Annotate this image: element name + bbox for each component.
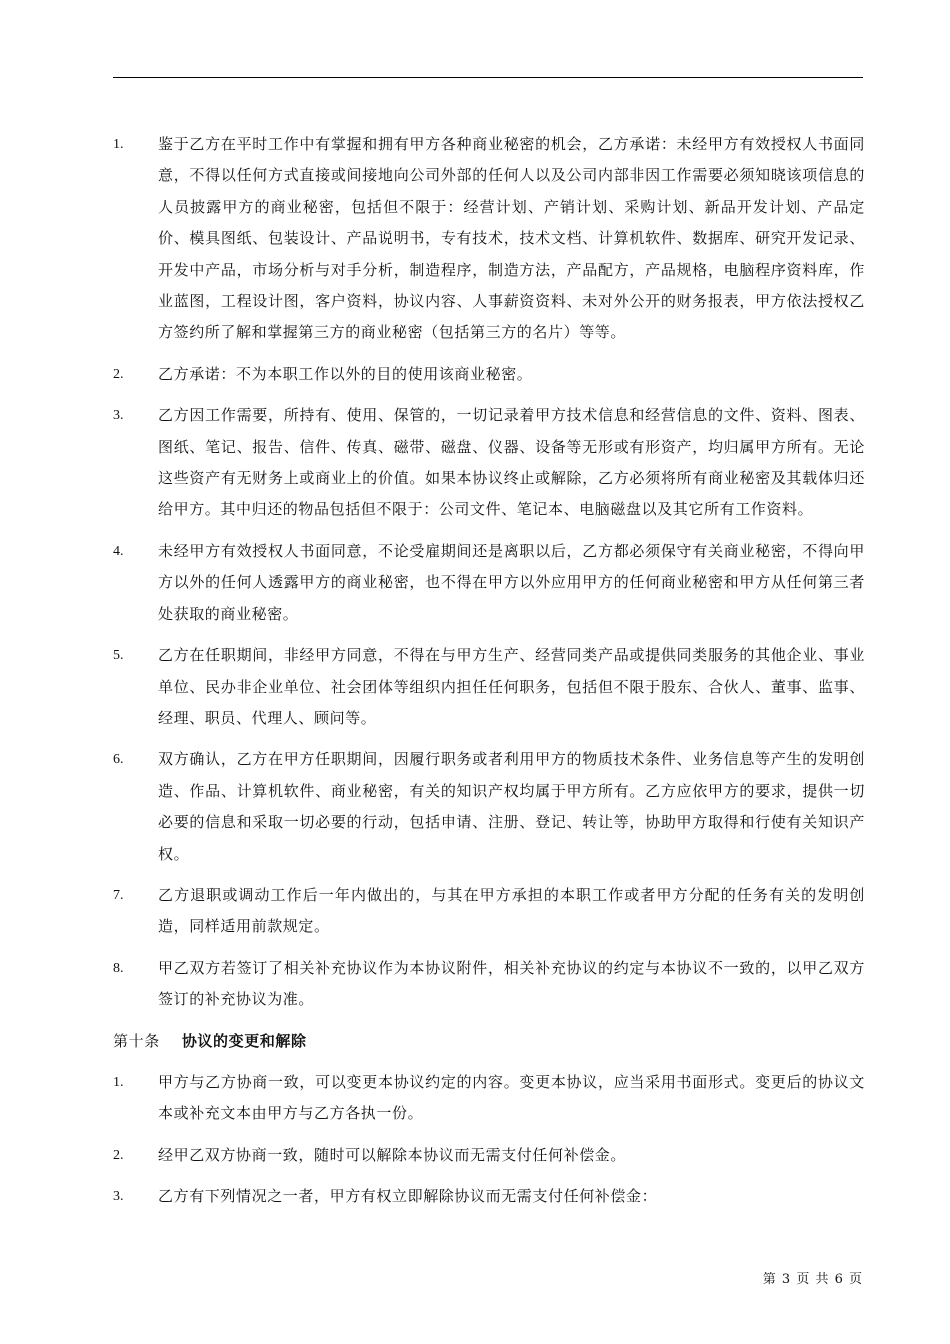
clause-number: 2. — [113, 366, 124, 382]
clause-text: 乙方有下列情况之一者，甲方有权立即解除协议而无需支付任何补偿金： — [158, 1187, 658, 1206]
clause-number: 4. — [113, 543, 124, 559]
clause-item — [113, 536, 865, 630]
clause-number: 2. — [113, 1147, 124, 1163]
clause-text: 双方确认，乙方在甲方任职期间，因履行职务或者利用甲方的物质技术条件、业务信息等产生的发明创造、作品、计算机软件、商业秘密，有关的知识产权均属于甲方所有。乙方应依甲方的要求，提供一切必要的信息和采取一切必要的行动，包括申请、注册、登记、转让等，协助甲方取得和行使有关知识产权。 — [158, 750, 865, 863]
section-title: 协议的变更和解除 — [181, 1031, 307, 1050]
clause-item — [113, 744, 865, 870]
clause-list — [113, 129, 865, 1016]
clause-text: 乙方在任职期间，非经甲方同意，不得在与甲方生产、经营同类产品或提供同类服务的其他企业、事业单位、民办非企业单位、社会团体等组织内担任任何职务，包括但不限于股东、合伙人、董事、监事、经理、职员、代理人、顾问等。 — [158, 646, 865, 727]
clause-text: 鉴于乙方在平时工作中有掌握和拥有甲方各种商业秘密的机会，乙方承诺：未经甲方有效授权人书面同意，不得以任何方式直接或间接地向公司外部的任何人以及公司内部非因工作需要必须知晓该项信息的人员披露甲方的商业秘密，包括但不限于：经营计划、产销计划、采购计划、新品开发计划、产品定价、模具图纸、包装设计、产品说明书，专有技术，技术文档、计算机软件、数据库、研究开发记录、开发中产品，市场分析与对手分析，制造程序，制造方法，产品配方，产品规格，电脑程序资料库，作业蓝图，工程设计图，客户资料，协议内容、人事薪资资料、未对外公开的财务报表，甲方依法授权乙方签约所了解和掌握第三方的商业秘密（包括第三方的名片）等等。 — [158, 135, 865, 342]
clause-item — [113, 129, 865, 349]
clause-number: 3. — [113, 1189, 124, 1205]
clause-item — [113, 880, 865, 943]
clause-text: 甲方与乙方协商一致，可以变更本协议约定的内容。变更本协议，应当采用书面形式。变更后的协议文本或补充文本由甲方与乙方各执一份。 — [158, 1072, 865, 1123]
clause-item — [113, 359, 865, 390]
clause-number: 3. — [113, 408, 124, 424]
clause-item — [113, 953, 865, 1016]
clause-text: 乙方承诺：不为本职工作以外的目的使用该商业秘密。 — [158, 364, 533, 383]
clause-list-section-10 — [113, 1067, 865, 1213]
clause-number: 8. — [113, 960, 124, 976]
clause-item — [113, 640, 865, 734]
section-heading — [113, 1026, 865, 1057]
document-body — [113, 129, 865, 1223]
clause-number: 7. — [113, 887, 124, 903]
page-number: 第 3 页 共 6 页 — [762, 1272, 863, 1287]
clause-text: 甲乙双方若签订了相关补充协议作为本协议附件，相关补充协议的约定与本协议不一致的，以甲乙双方签订的补充协议为准。 — [158, 958, 865, 1009]
clause-number: 1. — [113, 137, 124, 152]
clause-text: 未经甲方有效授权人书面同意，不论受雇期间还是离职以后，乙方都必须保守有关商业秘密，不得向甲方以外的任何人透露甲方的商业秘密，也不得在甲方以外应用甲方的任何商业秘密和甲方从任何第三者处获取的商业秘密。 — [158, 541, 865, 623]
clause-item — [113, 1140, 865, 1171]
clause-item — [113, 1181, 865, 1212]
clause-item — [113, 1067, 865, 1130]
section-label: 第十条 — [113, 1031, 160, 1050]
clause-number: 1. — [113, 1074, 124, 1090]
clause-item — [113, 400, 865, 526]
clause-text: 经甲乙双方协商一致，随时可以解除本协议而无需支付任何补偿金。 — [158, 1145, 627, 1164]
clause-number: 6. — [113, 752, 124, 768]
clause-text: 乙方退职或调动工作后一年内做出的，与其在甲方承担的本职工作或者甲方分配的任务有关的发明创造，同样适用前款规定。 — [158, 885, 865, 936]
header-rule — [113, 77, 863, 78]
clause-number: 5. — [113, 648, 124, 664]
clause-text: 乙方因工作需要，所持有、使用、保管的，一切记录着甲方技术信息和经营信息的文件、资料、图表、图纸、笔记、报告、信件、传真、磁带、磁盘、仪器、设备等无形或有形资产，均归属甲方所有。无论这些资产有无财务上或商业上的价值。如果本协议终止或解除，乙方必须将所有商业秘密及其载体归还给甲方。其中归还的物品包括但不限于：公司文件、笔记本、电脑磁盘以及其它所有工作资料。 — [158, 406, 865, 519]
